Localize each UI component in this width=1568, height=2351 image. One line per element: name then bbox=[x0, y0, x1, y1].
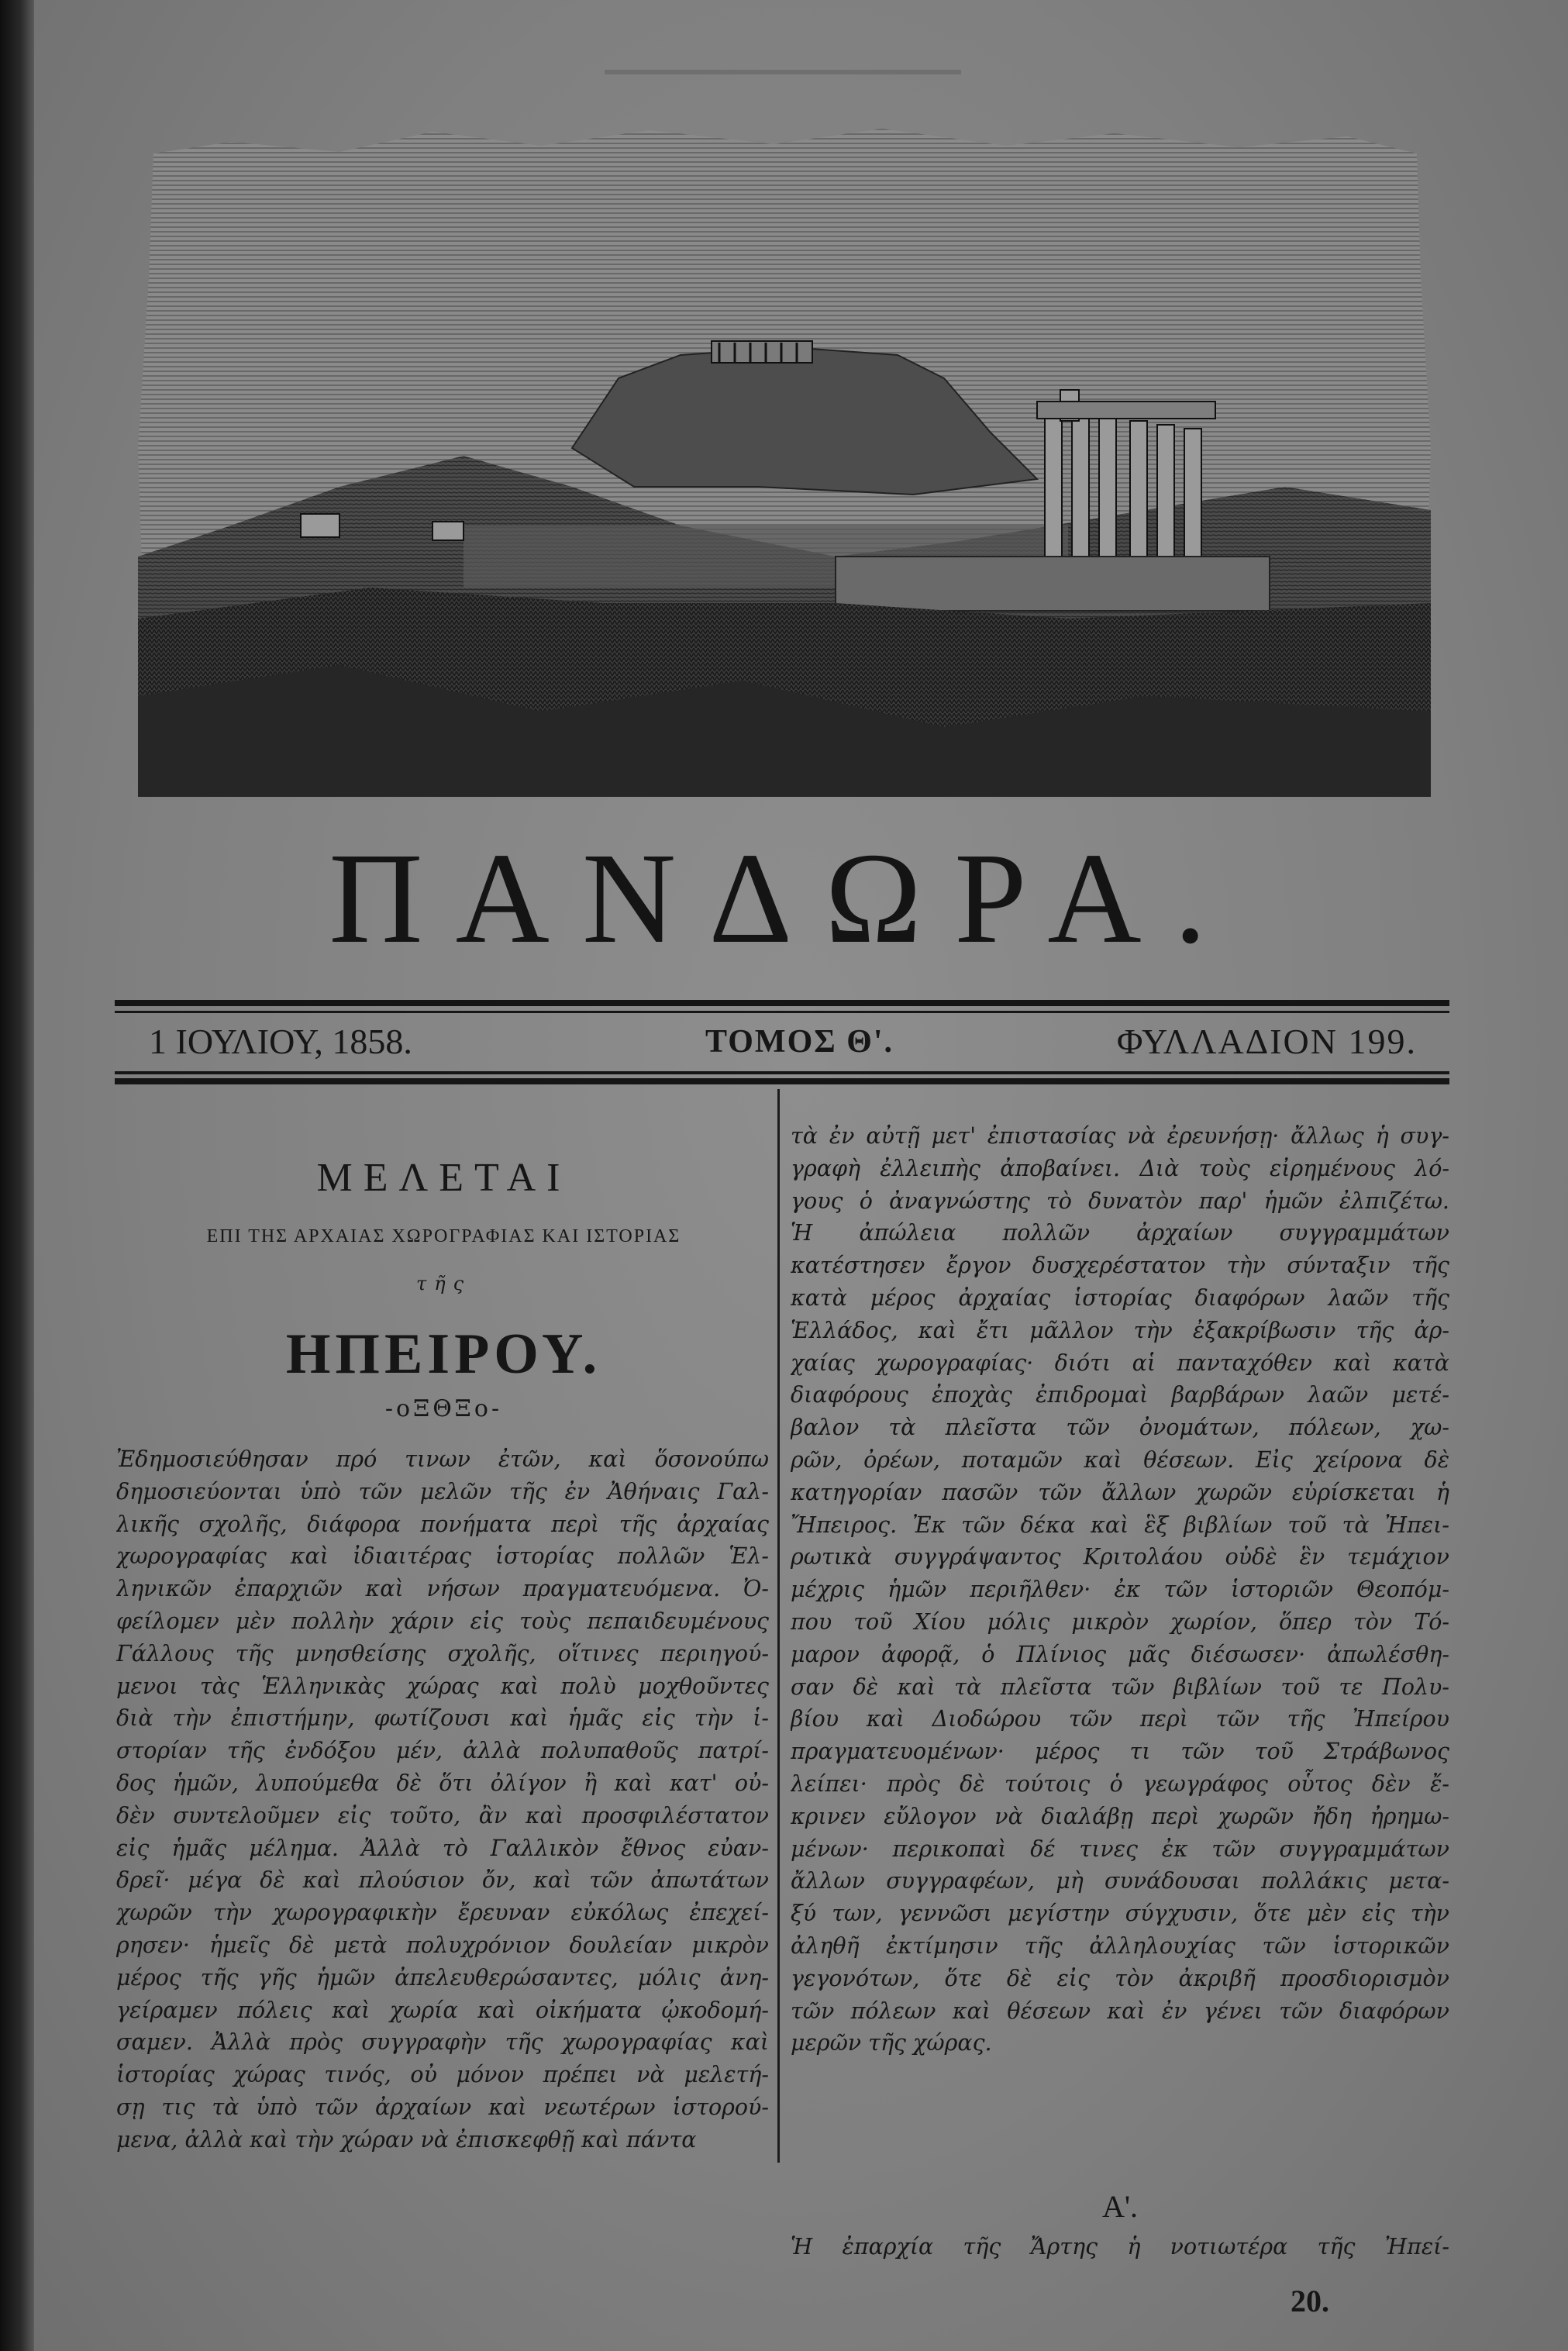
text-line: σαν δὲ καὶ τὰ πλεῖστα τῶν βιβλίων τοῦ τε Πολυ- bbox=[791, 1674, 1449, 1700]
text-line: ἀληθῆ ἐκτίμησιν τῆς ἀλληλουχίας τῶν ἱστορικῶν bbox=[791, 1932, 1449, 1959]
text-line: δος ἡμῶν, λυπούμεθα δὲ ὅτι ὀλίγον ἢ καὶ κατ' οὐ- bbox=[116, 1770, 769, 1796]
text-line: διὰ τὴν ἐπιστήμην, φωτίζουσι καὶ ἡμᾶς εἰς τὴν ἱ- bbox=[116, 1705, 769, 1732]
text-line: κατὰ μέρος ἀρχαίας ἱστορίας διαφόρων λαῶν τῆς bbox=[791, 1284, 1449, 1311]
text-line: Ἑλλάδος, καὶ ἔτι μᾶλλον τὴν ἐξακρίβωσιν τῆς ἀρ- bbox=[791, 1317, 1449, 1343]
text-line: κατηγορίαν πασῶν τῶν ἄλλων χωρῶν εὑρίσκεται ἡ bbox=[791, 1479, 1449, 1505]
text-line: μενα, ἀλλὰ καὶ τὴν χώραν νὰ ἐπισκεφθῇ καὶ πάντα bbox=[116, 2126, 697, 2153]
text-line: γραφὴ ἐλλειπὴς ἀποβαίνει. Διὰ τοὺς εἰρημένους λό- bbox=[791, 1155, 1449, 1181]
text-line: Ἡ ἀπώλεια πολλῶν ἀρχαίων συγγραμμάτων bbox=[791, 1220, 1449, 1246]
text-line: σῃ τις τὰ ὑπὸ τῶν ἀρχαίων καὶ νεωτέρων ἱστορού- bbox=[116, 2094, 769, 2120]
text-line: μένων· περικοπαὶ δέ τινες ἐκ τῶν συγγραμμάτων bbox=[791, 1836, 1449, 1862]
text-line: μέρος τῆς γῆς ἡμῶν ἀπελευθερώσαντες, μόλις ἀνη- bbox=[116, 1964, 769, 1991]
left-column-text bbox=[116, 1443, 769, 2156]
article-title: ΜΕΛΕΤΑΙ bbox=[316, 1156, 571, 1200]
text-line: δρεῖ· μέγα δὲ καὶ πλούσιον ὄν, καὶ τῶν ἀπωτάτων bbox=[116, 1867, 769, 1894]
text-line: σαμεν. Ἀλλὰ πρὸς συγγραφὴν τῆς χωρογραφίας καὶ bbox=[116, 2029, 769, 2056]
issue-line bbox=[116, 1017, 1448, 1067]
text-line: λικῆς σχολῆς, διάφορα πονήματα περὶ τῆς ἀρχαίας bbox=[116, 1511, 769, 1537]
issue-rule-thick bbox=[115, 1078, 1449, 1084]
acropolis-engraving bbox=[138, 122, 1431, 797]
text-line: κατέστησεν ἔργον δυσχερέστατον τὴν σύνταξιν τῆς bbox=[791, 1253, 1449, 1279]
text-line: μερῶν τῆς χώρας. bbox=[791, 2030, 992, 2056]
text-line: τὰ ἐν αὐτῇ μετ' ἐπιστασίας νὰ ἐρευνήσῃ· ἄλλως ἡ συγ- bbox=[791, 1123, 1449, 1149]
section-first-line: Ἡ ἐπαρχία τῆς Ἄρτης ἡ νοτιωτέρα τῆς Ἠπεί- bbox=[791, 2234, 1449, 2260]
text-line: χωρῶν τὴν χωρογραφικὴν ἔρευναν εὐκόλως ἐπεχεί- bbox=[116, 1900, 769, 1926]
text-line: που τοῦ Χίου μόλις μικρὸν χωρίον, ὅπερ τὸν Τό- bbox=[791, 1608, 1449, 1635]
text-line: γείραμεν πόλεις καὶ χωρία καὶ οἰκήματα ᾠκοδομή- bbox=[116, 1997, 769, 2023]
text-line: λείπει· πρὸς δὲ τούτοις ὁ γεωγράφος οὗτος δὲν ἔ- bbox=[791, 1770, 1449, 1797]
text-line: φείλομεν μὲν πολλὴν χάριν εἰς τοὺς πεπαιδευμένους bbox=[116, 1608, 769, 1634]
text-line: ρησεν· ἡμεῖς δὲ μετὰ πολυχρόνιον δουλείαν μικρὸν bbox=[116, 1932, 769, 1958]
text-line: ρωτικὰ συγγράψαντος Κριτολάου οὐδὲ ἓν τεμάχιον bbox=[791, 1544, 1449, 1570]
text-line: Γάλλους τῆς μνησθείσης σχολῆς, οἵτινες περιηγού- bbox=[116, 1640, 769, 1667]
text-line: χαίας χωρογραφίας· διότι αἱ πανταχόθεν καὶ κατὰ bbox=[791, 1350, 1449, 1376]
right-column-text bbox=[791, 1120, 1449, 2060]
text-line: ξύ των, γεννῶσι μεγίστην σύγχυσιν, ὅτε μὲν εἰς τὴν bbox=[791, 1901, 1449, 1927]
text-line: μαρον ἀφορᾷ, ὁ Πλίνιος μᾶς διέσωσεν· ἀπωλέσθη- bbox=[791, 1641, 1449, 1667]
text-line: γεγονότων, ὅτε δὲ εἰς τὸν ἀκριβῆ προσδιορισμὸν bbox=[791, 1965, 1449, 1991]
text-line: γους ὁ ἀναγνώστης τὸ δυνατὸν παρ' ἡμῶν ἐλπιζέτω. bbox=[791, 1188, 1449, 1214]
article-of: τῆς bbox=[415, 1273, 472, 1294]
text-line: πραγματευομένων· μέρος τι τῶν τοῦ Στράβωνος bbox=[791, 1739, 1449, 1765]
masthead-title: ΠΑΝΔΩΡΑ. bbox=[329, 826, 1239, 970]
text-line: μενοι τὰς Ἑλληνικὰς χώρας καὶ πολὺ μοχθοῦντες bbox=[116, 1673, 769, 1699]
page-number: 20. bbox=[1291, 2284, 1329, 2318]
issue-sheet: ΦΥΛΛΑΔΙΟΝ 199. bbox=[1116, 1022, 1417, 1061]
text-line: ληνικῶν ἐπαρχιῶν καὶ νήσων πραγματευόμενα. Ὀ- bbox=[116, 1576, 769, 1602]
text-line: βίου καὶ Διοδώρου τῶν περὶ τῶν τῆς Ἠπείρου bbox=[791, 1706, 1449, 1732]
masthead-rule-thick bbox=[115, 1000, 1449, 1006]
text-line: ἱστορίας χώρας τινός, οὐ μόνον πρέπει νὰ μελετή- bbox=[116, 2062, 769, 2088]
text-line: στορίαν τῆς ἐνδόξου μέν, ἀλλὰ πολυπαθοῦς πατρί- bbox=[116, 1738, 769, 1764]
article-region: ΗΠΕΙΡΟΥ. bbox=[285, 1322, 602, 1386]
text-line: Ἤπειρος. Ἐκ τῶν δέκα καὶ ἓξ βιβλίων τοῦ τὰ Ἠπει- bbox=[791, 1512, 1449, 1538]
bleed-through-header bbox=[589, 54, 977, 101]
masthead-rule-thin bbox=[115, 1011, 1449, 1013]
text-line: δημοσιεύονται ὑπὸ τῶν μελῶν τῆς ἐν Ἀθήναις Γαλ- bbox=[116, 1478, 769, 1505]
text-line: δὲν συντελοῦμεν εἰς τοῦτο, ἂν καὶ προσφιλέστατον bbox=[116, 1802, 769, 1829]
text-line: ἄλλων συγγραφέων, μὴ συνάδουσαι πολλάκις μετα- bbox=[791, 1868, 1449, 1894]
article-subtitle: ΕΠΙ ΤΗΣ ΑΡΧΑΙΑΣ ΧΩΡΟΓΡΑΦΙΑΣ ΚΑΙ ΙΣΤΟΡΙΑΣ bbox=[206, 1226, 681, 1246]
column-divider bbox=[777, 1089, 780, 2163]
text-line: βαλον τὰ πλεῖστα τῶν ὀνομάτων, πόλεων, χω- bbox=[791, 1415, 1449, 1441]
text-line: εἰς ἡμᾶς μέλημα. Ἀλλὰ τὸ Γαλλικὸν ἔθνος εὐαν- bbox=[116, 1835, 769, 1861]
text-line: χωρογραφίας καὶ ἰδιαιτέρας ἱστορίας πολλῶν Ἑλ- bbox=[116, 1543, 769, 1570]
text-line: διαφόρους ἐποχὰς ἐπιδρομαὶ βαρβάρων λαῶν μετέ- bbox=[791, 1382, 1449, 1408]
text-line: τῶν πόλεων καὶ θέσεων καὶ ἐν γένει τῶν διαφόρων bbox=[791, 1998, 1449, 2024]
book-spine-shadow bbox=[0, 0, 34, 2351]
title-ornament: -οΞΘΞο- bbox=[384, 1395, 503, 1422]
section-heading: Α'. bbox=[1101, 2189, 1139, 2224]
issue-date: 1 ΙΟΥΛΙΟΥ, 1858. bbox=[149, 1022, 412, 1061]
text-line: ρῶν, ὀρέων, ποταμῶν καὶ θέσεων. Εἰς χείρονα δὲ bbox=[791, 1446, 1449, 1473]
text-line: μέχρις ἡμῶν περιῆλθεν· ἐκ τῶν ἱστοριῶν Θεοπόμ- bbox=[791, 1577, 1449, 1603]
text-line: κρινεν εὔλογον νὰ διαλάβῃ περὶ χωρῶν ἤδη ἠρημω- bbox=[791, 1803, 1449, 1829]
issue-volume: ΤΟΜΟΣ Θ'. bbox=[705, 1024, 894, 1060]
issue-rule-thin bbox=[115, 1071, 1449, 1074]
text-line: Ἐδημοσιεύθησαν πρό τινων ἐτῶν, καὶ ὅσονούπω bbox=[116, 1446, 769, 1472]
